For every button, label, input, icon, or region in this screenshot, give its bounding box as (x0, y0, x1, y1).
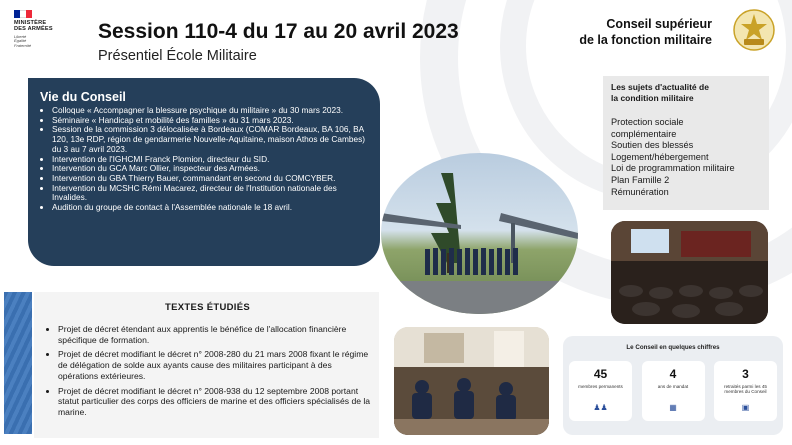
list-item: • Session de la commission 3 délocalisée à Bordeaux (COMAR Bordeaux, BA 106, BA 120, 13e RDP, région de gendarmerie Nouvelle-Aquitaine, maison Athos de Cambes) du 3 au 7 avril 2023. (52, 125, 370, 154)
decorative-blue-bar (4, 292, 32, 434)
list-item: • Intervention du MCSHC Rémi Macarez, directeur de l'Institution nationale des Invalides. (52, 184, 370, 203)
council-name (532, 16, 712, 48)
list-item: • Projet de décret modifiant le décret n° 2008-938 du 12 septembre 2008 portant statut particulier des corps des officiers de marine et des officiers spécialisés de la marine. (58, 386, 371, 418)
list-item: Loi de programmation militaire (611, 163, 735, 174)
textes-heading: TEXTES ÉTUDIÉS (165, 302, 250, 313)
stat-label: ans de mandat (657, 384, 689, 389)
stat-card (642, 361, 705, 421)
motto-line: Fraternité (14, 43, 32, 48)
list-item: • Projet de décret modifiant le décret n° 2008-280 du 21 mars 2008 fixant le régime de délégation de solde aux ayants cause des militaires participant à des opérations extérieures. (58, 349, 371, 381)
list-item: Soutien des blessés (611, 140, 694, 151)
vie-du-conseil-panel (28, 78, 380, 266)
list-item: Plan Famille 2 (611, 174, 670, 185)
stat-label: retraités parmi les 45 membres du Conseil (724, 384, 767, 395)
base-visit-photo (381, 153, 578, 314)
motto-line: Égalité (14, 38, 27, 44)
list-item: • Projet de décret étendant aux apprentis le bénéfice de l'allocation financière spécifique de formation. (58, 324, 371, 345)
list-item: • Colloque « Accompagner la blessure psychique du militaire » du 30 mars 2023. (52, 106, 370, 116)
flag-icon (14, 10, 32, 18)
stat-card (569, 361, 632, 421)
ministry-logo (14, 10, 74, 49)
csfm-emblem-icon (733, 9, 775, 51)
vie-heading: Vie du Conseil (40, 90, 126, 104)
stat-number: 3 (742, 367, 749, 381)
motto-line: Liberté (14, 33, 27, 39)
list-item: • Intervention de l'IGHCMI Franck Plomion, directeur du SID. (52, 155, 370, 165)
stat-label: membres permanents (578, 384, 623, 389)
list-item: • Intervention du GBA Thierry Bauer, commandant en second du COMCYBER. (52, 174, 370, 184)
topics-list (611, 117, 761, 198)
topics-panel (603, 76, 769, 210)
list-item: Logement/hébergement (611, 151, 709, 162)
stat-number: 45 (593, 367, 608, 381)
list-item: Rémunération (611, 186, 669, 197)
ministry-name-line: DES ARMÉES (14, 26, 53, 33)
list-item: complémentaire (611, 128, 677, 139)
list-item: • Intervention du GCA Marc Ollier, inspecteur des Armées. (52, 164, 370, 174)
textes-list (44, 324, 371, 418)
vie-list (40, 106, 370, 213)
building-icon: ▦ (669, 403, 677, 412)
chiffres-cards (569, 361, 777, 421)
auditorium-photo (611, 221, 768, 324)
meeting-photo (394, 327, 549, 435)
stat-card (714, 361, 777, 421)
council-name-line: Conseil supérieur (606, 17, 712, 31)
list-item: • Séminaire « Handicap et mobilité des familles » du 31 mars 2023. (52, 116, 370, 126)
id-card-icon: ▣ (741, 403, 750, 412)
council-name-line: de la fonction militaire (579, 33, 712, 47)
ministry-name-line: MINISTÈRE (14, 20, 47, 26)
chiffres-panel (563, 336, 783, 435)
topics-heading-line: Les sujets d'actualité de (611, 82, 709, 92)
chiffres-heading: Le Conseil en quelques chiffres (626, 344, 720, 351)
stat-number: 4 (669, 367, 677, 381)
textes-etudies-panel (34, 292, 379, 438)
topics-heading-line: la condition militaire (611, 92, 694, 103)
page-title: Session 110-4 du 17 au 20 avril 2023 (98, 20, 459, 43)
people-icon: ♟♟ (593, 403, 608, 412)
list-item: • Audition du groupe de contact à l'Assemblée nationale le 18 avril. (52, 203, 370, 213)
list-item: Protection sociale (611, 117, 684, 127)
page-subtitle: Présentiel École Militaire (98, 48, 257, 64)
